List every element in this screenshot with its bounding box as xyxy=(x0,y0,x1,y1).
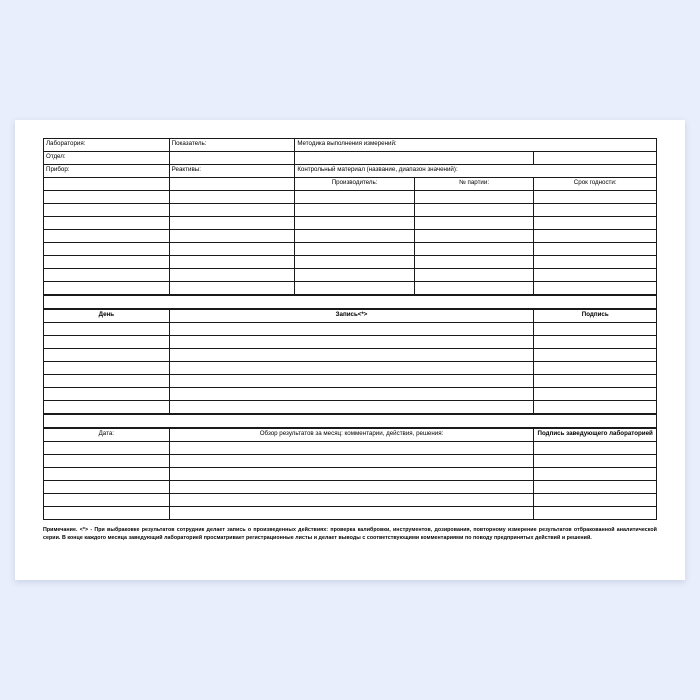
empty-cell[interactable] xyxy=(44,481,170,494)
footnote: Примечание. <*> - При выбраковке результатов сотрудник делает запись о произведенных действиях: проверка калибровки, инструментов, дозирования, повторному измерение результатов отбракованной аналитической серии. В конце каждого месяца заведующий лабораторией просматривает регистрационные листы и делает выводы с соответствующими комментариями по поводу предпринятых действий и решений. xyxy=(43,527,657,541)
spacer-row xyxy=(44,296,657,309)
spacer-cell xyxy=(44,296,657,309)
empty-cell[interactable] xyxy=(534,243,657,256)
signature-label: Подпись xyxy=(534,310,657,323)
method-label: Методика выполнения измерений: xyxy=(295,139,657,152)
empty-cell[interactable] xyxy=(414,243,534,256)
empty-cell[interactable] xyxy=(295,230,415,243)
empty-cell[interactable] xyxy=(44,494,170,507)
table-row xyxy=(44,310,657,323)
empty-cell[interactable] xyxy=(295,269,415,282)
table-row xyxy=(44,349,657,362)
empty-cell[interactable] xyxy=(534,230,657,243)
department-label: Отдел: xyxy=(44,152,170,165)
empty-cell[interactable] xyxy=(44,349,170,362)
spacer-table xyxy=(43,295,657,309)
device-value-cell[interactable] xyxy=(44,178,170,191)
table-row xyxy=(44,507,657,520)
empty-cell[interactable] xyxy=(44,468,170,481)
table-row xyxy=(44,269,657,282)
empty-cell[interactable] xyxy=(414,204,534,217)
empty-cell[interactable] xyxy=(534,494,657,507)
form-sheet xyxy=(43,138,657,562)
empty-cell[interactable] xyxy=(534,336,657,349)
empty-cell[interactable] xyxy=(534,256,657,269)
empty-cell[interactable] xyxy=(44,507,170,520)
table-row xyxy=(44,165,657,178)
empty-cell[interactable] xyxy=(44,336,170,349)
table-row xyxy=(44,481,657,494)
empty-cell[interactable] xyxy=(534,323,657,336)
spacer-cell xyxy=(44,415,657,428)
indicator-label: Показатель: xyxy=(169,139,295,152)
control-material-label: Контрольный материал (название, диапазон значений): xyxy=(295,165,657,178)
empty-cell[interactable] xyxy=(169,282,295,295)
table-row xyxy=(44,191,657,204)
empty-cell[interactable] xyxy=(169,388,534,401)
empty-cell[interactable] xyxy=(169,217,295,230)
table-row xyxy=(44,336,657,349)
empty-cell[interactable] xyxy=(169,256,295,269)
empty-cell[interactable] xyxy=(534,204,657,217)
empty-cell[interactable] xyxy=(534,401,657,414)
empty-cell[interactable] xyxy=(169,323,534,336)
empty-cell[interactable] xyxy=(44,256,170,269)
empty-cell[interactable] xyxy=(534,217,657,230)
empty-cell[interactable] xyxy=(169,455,534,468)
table-row xyxy=(44,468,657,481)
table-row xyxy=(44,152,657,165)
empty-cell[interactable] xyxy=(169,362,534,375)
empty-cell[interactable] xyxy=(414,256,534,269)
empty-cell[interactable] xyxy=(44,282,170,295)
expiry-label: Срок годности: xyxy=(534,178,657,191)
empty-cell[interactable] xyxy=(169,269,295,282)
empty-cell[interactable] xyxy=(169,230,295,243)
manufacturer-label: Производитель: xyxy=(295,178,415,191)
empty-cell[interactable] xyxy=(44,230,170,243)
table-row xyxy=(44,282,657,295)
laboratory-label: Лаборатория: xyxy=(44,139,170,152)
review-table xyxy=(43,428,657,520)
empty-cell[interactable] xyxy=(44,243,170,256)
empty-cell[interactable] xyxy=(534,282,657,295)
empty-cell[interactable] xyxy=(169,336,534,349)
empty-cell[interactable] xyxy=(295,256,415,269)
batch-label: № партии: xyxy=(414,178,534,191)
empty-cell[interactable] xyxy=(534,507,657,520)
empty-cell[interactable] xyxy=(414,269,534,282)
date-label: Дата: xyxy=(44,429,170,442)
indicator-value-cell[interactable] xyxy=(169,152,295,165)
empty-cell[interactable] xyxy=(169,349,534,362)
empty-cell[interactable] xyxy=(44,455,170,468)
empty-cell[interactable] xyxy=(534,375,657,388)
table-row xyxy=(44,230,657,243)
empty-cell[interactable] xyxy=(44,217,170,230)
empty-cell[interactable] xyxy=(295,191,415,204)
table-row xyxy=(44,362,657,375)
empty-cell[interactable] xyxy=(295,217,415,230)
empty-cell[interactable] xyxy=(295,243,415,256)
table-row xyxy=(44,178,657,191)
table-row xyxy=(44,429,657,442)
head-signature-label: Подпись заведующего лабораторией xyxy=(534,429,657,442)
spacer-row xyxy=(44,415,657,428)
table-row xyxy=(44,256,657,269)
spacer-table-2 xyxy=(43,414,657,428)
empty-cell[interactable] xyxy=(169,481,534,494)
empty-cell[interactable] xyxy=(534,388,657,401)
empty-cell[interactable] xyxy=(414,217,534,230)
records-table xyxy=(43,309,657,414)
table-row xyxy=(44,217,657,230)
table-row xyxy=(44,204,657,217)
table-row xyxy=(44,494,657,507)
empty-cell[interactable] xyxy=(44,362,170,375)
reagents-label: Реактивы: xyxy=(169,165,295,178)
empty-cell[interactable] xyxy=(44,442,170,455)
empty-cell[interactable] xyxy=(414,282,534,295)
empty-cell[interactable] xyxy=(44,191,170,204)
empty-cell[interactable] xyxy=(534,362,657,375)
table-row xyxy=(44,139,657,152)
empty-cell[interactable] xyxy=(295,204,415,217)
reagents-value-cell[interactable] xyxy=(169,178,295,191)
table-row xyxy=(44,388,657,401)
empty-cell[interactable] xyxy=(169,468,534,481)
overview-label: Обзор результатов за месяц: комментарии, действия, решения: xyxy=(169,429,534,442)
empty-cell[interactable] xyxy=(44,269,170,282)
table-row xyxy=(44,323,657,336)
empty-cell[interactable] xyxy=(169,401,534,414)
table-row xyxy=(44,243,657,256)
empty-cell[interactable] xyxy=(534,191,657,204)
table-row xyxy=(44,442,657,455)
empty-cell[interactable] xyxy=(169,191,295,204)
empty-cell[interactable] xyxy=(295,282,415,295)
empty-cell[interactable] xyxy=(534,349,657,362)
empty-cell[interactable] xyxy=(169,442,534,455)
header-table xyxy=(43,138,657,295)
empty-cell[interactable] xyxy=(44,323,170,336)
table-row xyxy=(44,375,657,388)
empty-cell[interactable] xyxy=(414,191,534,204)
method-value-cell[interactable] xyxy=(295,152,534,165)
empty-cell[interactable] xyxy=(169,507,534,520)
table-row xyxy=(44,401,657,414)
method-extra-cell[interactable] xyxy=(534,152,657,165)
empty-cell[interactable] xyxy=(169,494,534,507)
empty-cell[interactable] xyxy=(414,230,534,243)
empty-cell[interactable] xyxy=(534,455,657,468)
empty-cell[interactable] xyxy=(169,243,295,256)
empty-cell[interactable] xyxy=(44,388,170,401)
empty-cell[interactable] xyxy=(169,204,295,217)
empty-cell[interactable] xyxy=(534,269,657,282)
paper-page xyxy=(15,120,685,580)
day-label: День xyxy=(44,310,170,323)
empty-cell[interactable] xyxy=(534,468,657,481)
empty-cell[interactable] xyxy=(44,401,170,414)
empty-cell[interactable] xyxy=(44,204,170,217)
empty-cell[interactable] xyxy=(534,442,657,455)
device-label: Прибор: xyxy=(44,165,170,178)
table-row xyxy=(44,455,657,468)
empty-cell[interactable] xyxy=(534,481,657,494)
record-label: Запись<*> xyxy=(169,310,534,323)
empty-cell[interactable] xyxy=(169,375,534,388)
empty-cell[interactable] xyxy=(44,375,170,388)
